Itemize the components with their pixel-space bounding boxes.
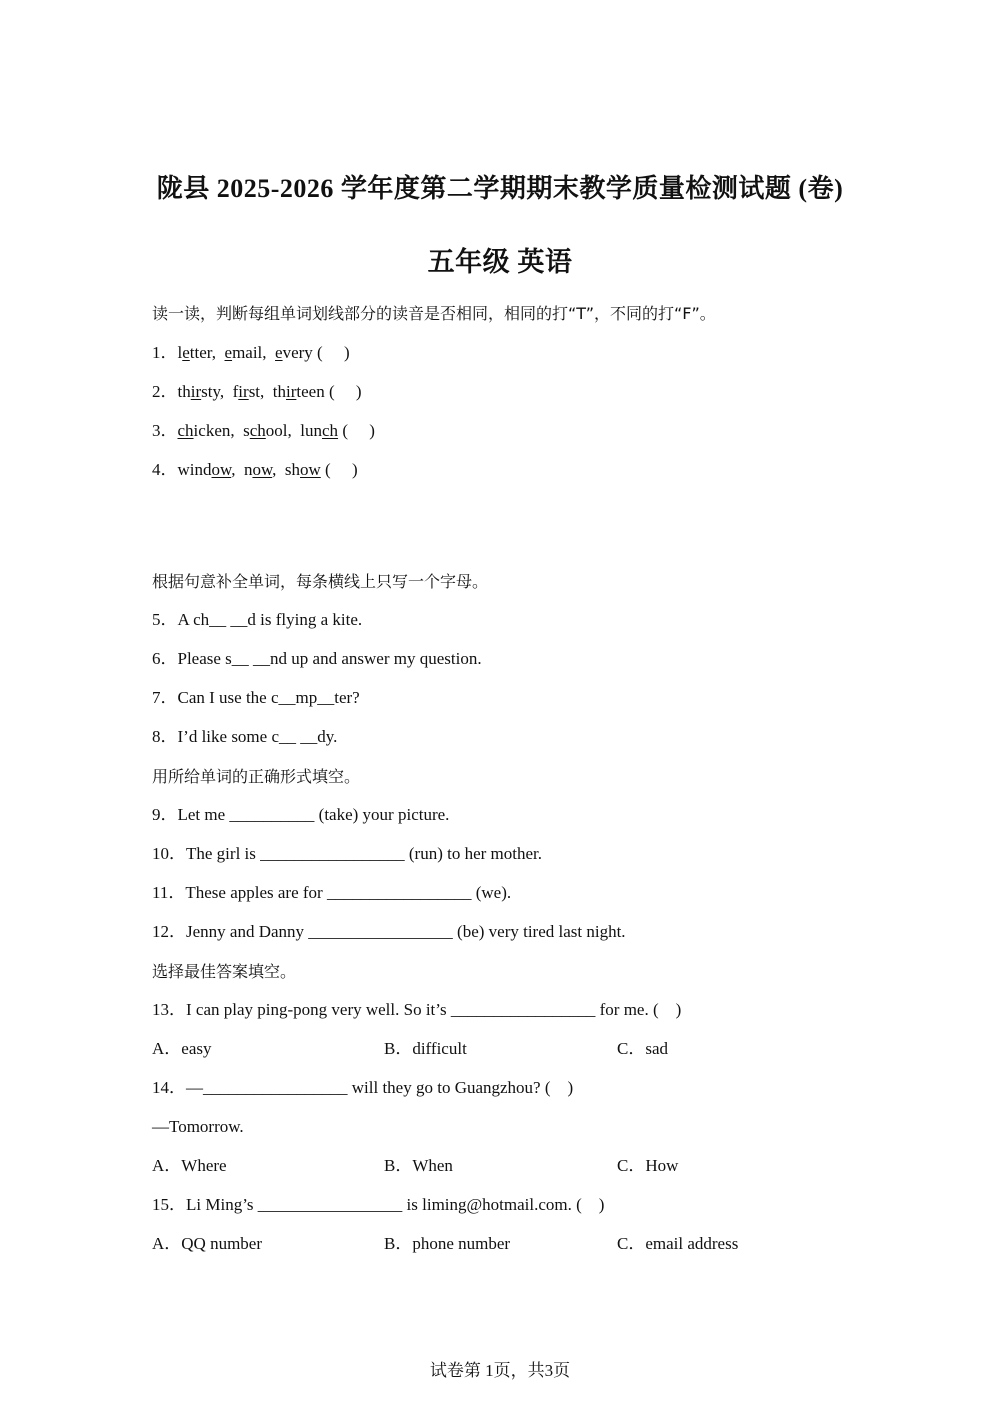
q13-option-a: A．easy [152,1039,212,1058]
question-7: 7．Can I use the c__mp__ter? [152,688,360,707]
question-4: 4．window, now, show ( ) [152,460,358,479]
question-6: 6．Please s__ __nd up and answer my question. [152,649,482,668]
question-2: 2．thirsty, first, thirteen ( ) [152,382,362,401]
section-2-instruction: 根据句意补全单词，每条横线上只写一个字母。 [152,572,489,591]
question-5: 5．A ch__ __d is flying a kite. [152,610,363,629]
q14-reply: —Tomorrow. [152,1117,244,1136]
q15-option-a: A．QQ number [152,1234,263,1253]
exam-title: 陇县 2025-2026 学年度第二学期期末教学质量检测试题 (卷) [156,174,844,203]
question-12: 12．Jenny and Danny _________________ (be) very tired last night. [152,922,626,941]
page-footer: 试卷第 1页，共3页 [429,1361,571,1380]
question-14: 14．—_________________ will they go to Guangzhou? ( ) [152,1078,574,1097]
question-13: 13．I can play ping-pong very well. So it’s _________________ for me. ( ) [152,1000,682,1019]
exam-subtitle: 五年级 英语 [427,247,573,277]
q14-option-c: C．How [617,1156,679,1175]
question-10: 10．The girl is _________________ (run) to her mother. [152,844,543,863]
question-1: 1．letter, email, every ( ) [152,343,350,362]
question-8: 8．I’d like some c__ __dy. [152,727,338,746]
section-4-instruction: 选择最佳答案填空。 [152,962,297,981]
section-3-instruction: 用所给单词的正确形式填空。 [152,767,361,786]
q15-option-c: C．email address [617,1234,739,1253]
question-15: 15．Li Ming’s _________________ is liming@hotmail.com. ( ) [152,1195,605,1214]
section-1-instruction: 读一读，判断每组单词划线部分的读音是否相同，相同的打“T”，不同的打“F”。 [152,304,716,323]
q14-option-b: B．When [384,1156,453,1175]
q14-option-a: A．Where [152,1156,227,1175]
q13-option-b: B．difficult [384,1039,467,1058]
question-9: 9．Let me __________ (take) your picture. [152,805,450,824]
q13-option-c: C．sad [617,1039,668,1058]
question-11: 11．These apples are for _________________ (we). [152,883,512,902]
question-3: 3．chicken, school, lunch ( ) [152,421,375,440]
q15-option-b: B．phone number [384,1234,511,1253]
